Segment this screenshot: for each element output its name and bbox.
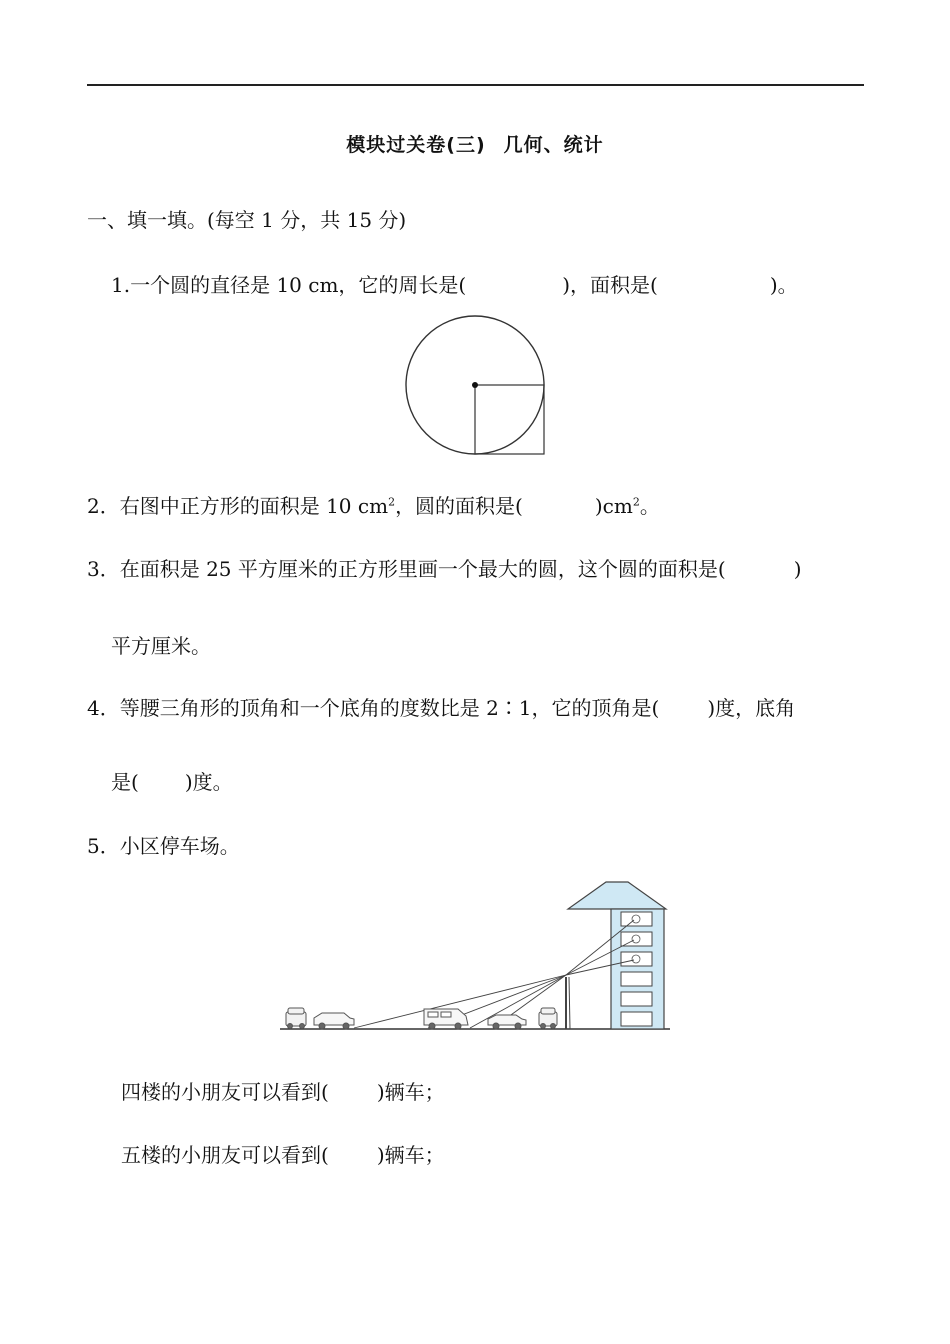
building-roof [568, 882, 666, 909]
title-main: 模块过关卷(三) [346, 134, 486, 156]
q5-floor5 [121, 1139, 445, 1168]
window-1 [621, 1012, 652, 1026]
q5-floor4 [121, 1076, 445, 1105]
q1-text-c: )。 [769, 273, 798, 297]
q5-floor4-text-b: )辆车； [376, 1080, 445, 1104]
q4-text-c: 是( [111, 770, 139, 794]
question-2 [87, 490, 660, 519]
child-face-6 [632, 915, 640, 923]
page-title [0, 130, 950, 157]
question-1 [111, 269, 798, 298]
section-heading: 一、填一填。(每空 1 分，共 15 分) [87, 208, 407, 232]
car-3 [424, 1009, 468, 1029]
q4-continuation [111, 766, 233, 795]
car-2 [314, 1013, 354, 1029]
pole-right [569, 977, 570, 1029]
q2-text-a: 2．右图中正方形的面积是 10 cm [87, 494, 389, 518]
top-rule [87, 84, 864, 86]
child-face-4 [632, 955, 640, 963]
q4-text-b: )度，底角 [707, 696, 796, 720]
circle-square-figure [400, 312, 550, 458]
q3-text-b: ) [793, 557, 802, 581]
center-dot [472, 382, 478, 388]
q2-superscript-b: 2 [632, 495, 640, 509]
q2-text-c: )cm [594, 494, 633, 518]
question-4 [87, 692, 795, 721]
window-2 [621, 992, 652, 1006]
car-5 [539, 1008, 557, 1029]
q5-floor5-text-b: )辆车； [376, 1143, 445, 1167]
question-5: 5．小区停车场。 [87, 834, 240, 858]
window-3 [621, 972, 652, 986]
q4-text-a: 4．等腰三角形的顶角和一个底角的度数比是 2∶1，它的顶角是( [87, 696, 660, 720]
q1-text-b: )，面积是( [562, 273, 658, 297]
q3-continuation: 平方厘米。 [111, 634, 211, 658]
parking-lot-figure [278, 878, 674, 1034]
q3-text-a: 3．在面积是 25 平方厘米的正方形里画一个最大的圆，这个圆的面积是( [87, 557, 726, 581]
building-body [611, 909, 664, 1029]
title-sub: 几何、统计 [503, 134, 604, 156]
question-3 [87, 553, 802, 582]
q5-floor5-text-a: 五楼的小朋友可以看到( [121, 1143, 329, 1167]
sight-lines [354, 920, 634, 1028]
car-4 [488, 1015, 526, 1029]
building [568, 882, 666, 1029]
q4-text-d: )度。 [184, 770, 233, 794]
child-face-5 [632, 935, 640, 943]
q5-floor4-text-a: 四楼的小朋友可以看到( [121, 1080, 329, 1104]
square-shape [475, 385, 544, 454]
q2-text-d: 。 [639, 494, 660, 518]
q2-text-b: ，圆的面积是( [395, 494, 523, 518]
q1-text-a: 1.一个圆的直径是 10 cm，它的周长是( [111, 273, 467, 297]
q2-superscript-a: 2 [388, 495, 396, 509]
car-1 [286, 1008, 306, 1029]
